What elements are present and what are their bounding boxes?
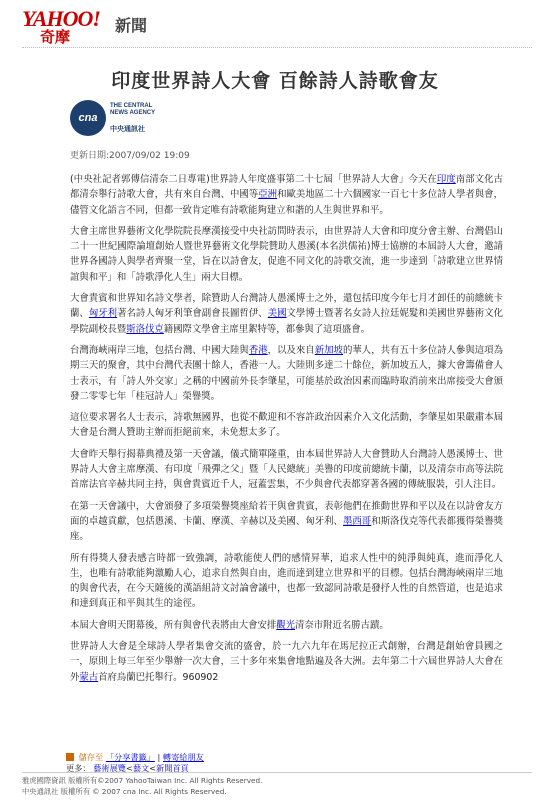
footer-links: [66, 752, 204, 774]
article-paragraph: [70, 172, 503, 218]
more-prefix: 更多：: [66, 763, 91, 773]
more-link-news-home[interactable]: 新聞首頁: [156, 763, 189, 773]
article-paragraph: [70, 224, 503, 285]
paragraph-text: 南部文化古都清奈舉行詩歌大會，共有來自台灣、中國等: [70, 174, 503, 201]
inline-keyword-link[interactable]: 蒙古: [79, 671, 99, 683]
paragraph-text: 籍國際文學會主席里絮特等，都參與了這項盛會。: [163, 323, 371, 335]
article-body: [70, 172, 503, 691]
paragraph-text: 台灣海峽兩岸三地，包括台灣、中國大陸與: [70, 344, 249, 356]
inline-keyword-link[interactable]: 墨西哥: [342, 515, 372, 527]
save-share-row: [66, 752, 204, 763]
more-link-art-exhibition[interactable]: 藝術展覽: [93, 763, 126, 773]
yahoo-kimo-logo[interactable]: [22, 6, 148, 46]
paragraph-text: 和斯洛伐克等代表都獲得榮譽獎座。: [70, 515, 503, 543]
more-links-row: 更多： 藝術展覽<藝文<新聞首頁: [66, 763, 189, 773]
paragraph-text: ，以及來自: [267, 344, 315, 356]
paragraph-text: 著名詩人匈牙利筆會副會長圖哲伊、: [117, 308, 268, 320]
inline-keyword-link[interactable]: 觀光: [276, 619, 296, 631]
news-section-label: 新聞: [115, 16, 148, 35]
article-paragraph: [70, 639, 503, 685]
copyright-cna: 中央通訊社 版權所有 © 2007 cna Inc. All Rights Reserved.: [22, 787, 227, 796]
article-paragraph: [70, 499, 503, 545]
cna-line2: NEWS AGENCY: [110, 110, 156, 116]
bookmark-icon: [66, 753, 74, 761]
save-prefix: 儲存至: [78, 752, 104, 762]
article-paragraph: [70, 410, 503, 441]
copyright-yahoo: 雅虎國際資訊 版權所有©2007 YahooTaiwan Inc. All Rights Reserved.: [22, 776, 263, 785]
inline-keyword-link[interactable]: 美國: [267, 308, 287, 320]
forward-to-friend-link[interactable]: 轉寄給朋友: [162, 752, 204, 762]
cna-mark: cna: [70, 100, 106, 136]
inline-keyword-link[interactable]: 新加坡: [314, 344, 343, 356]
paragraph-text: 這位要求署名人士表示，詩歌無國界，也從不歡迎和不容許政治因素介入文化活動，李肇星如果嚴肅本屆大會是台灣人贊助主辦而拒絕前來，未免想太多了。: [70, 412, 503, 439]
paragraph-text: 大會主席世界藝術文化學院院長摩漢接受中央社訪問時表示，由世界詩人大會和印度分會主辦、台灣倡山二十一世紀國際論壇創始人暨世界藝術文化學院贊助人愚溪(本名洪儒祐)博士協辦的本屆詩人大會，邀請世界各國詩人與學者齊聚一堂，旨在以詩會友，促進不同文化的詩歌交流，進一步達到「詩歌建立世界情誼與和平」和「詩歌淨化人生」兩大目標。: [70, 225, 503, 283]
paragraph-text: 所有得獎人發表感言時都一致強調，詩歌能使人們的感情昇華，追求人性中的純淨與純真，進而淨化人生，也唯有詩歌能夠激勵人心，追求自然與自由，進而達到建立世界和平的目標。包括台灣海峽兩岸三地的與會代表，在今天隨後的漢語組詩文討論會議中，也都一致認同詩歌是發抒人性的自然管道，也是追求和達到真正和平與其生的途徑。: [70, 552, 503, 610]
cna-line1: THE CENTRAL: [110, 103, 153, 109]
paragraph-text: 文學博士暨著名女詩人拉廷妮髮和美國世界藝術文化學院副校長暨: [70, 308, 503, 335]
article-paragraph: [70, 291, 503, 337]
article-paragraph: [70, 618, 503, 633]
inline-keyword-link[interactable]: 斯洛伐克: [126, 323, 164, 335]
paragraph-text: 本屆大會明天閉幕後，所有與會代表將由大會安排: [70, 619, 277, 631]
paragraph-text: 清奈市附近名勝古蹟。: [295, 619, 389, 631]
paragraph-text: 世界詩人大會是全球詩人學者集會交流的盛會，於一九六九年在馬尼拉正式創辦，台灣是創始會員國之一，原則上每三年至少舉辦一次大會，三十多年來集會地點遍及各大洲。去年第二十六屆世界詩人大會在外: [70, 641, 503, 683]
link-separator: |: [157, 752, 161, 762]
yahoo-logo-text: YAHOO!: [22, 6, 100, 31]
cna-source-logo: [70, 100, 180, 136]
updated-date: 更新日期:2007/09/02 19:09: [70, 151, 190, 161]
cna-chinese-name: 中央通訊社: [110, 125, 145, 133]
paragraph-text: 大會貴賓和世界知名詩文學者，除贊助人台灣詩人愚溪博士之外，還包括印度今年七月才卸任的前總統卡蘭、: [70, 293, 503, 320]
inline-keyword-link[interactable]: 印度: [436, 174, 456, 185]
site-header: [22, 6, 532, 46]
paragraph-text: 和歐美地區二十六個國家一百七十多位詩人學者與會，儘管文化語言不同，但都一致肯定唯有詩歌能夠建立和諧的人生與世界和平。: [70, 189, 503, 216]
header-divider: [22, 47, 532, 48]
paragraph-text: 在第一天會議中，大會頒發了多項榮譽獎座給若干與會貴賓，表彰他們在推動世界和平以及在以詩會友方面的卓越貢獻，包括愚溪、卡蘭、摩漢、辛赫以及美國、匈牙利、: [70, 500, 503, 527]
kimo-logo-text: 奇摩: [40, 28, 71, 46]
paragraph-text: 的華人，共有五十多位詩人參與這項為期三天的聚會，其中台灣代表團十餘人，香港一人。大陸則多達二十餘位，新加坡五人，據大會籌備會人士表示，有「詩人外交家」之稱的中國前外長李肇星，可能基於政治因素而臨時取消前來出席接受大會頒發二零零七年「桂冠詩人」榮譽獎。: [70, 344, 503, 402]
paragraph-text: (中央社記者郭傳信清奈二日專電)世界詩人年度盛事第二十七屆「世界詩人大會」今天在: [70, 174, 437, 185]
paragraph-text: 大會昨天舉行揭幕典禮及第一天會議，儀式簡單隆重，由本屆世界詩人大會贊助人台灣詩人愚溪博士、世界詩人大會主席摩漢、有印度「飛彈之父」暨「人民總統」美譽的印度前總統卡蘭，以及清奈市高等法院首席法官辛赫共同主持，與會貴賓近千人，冠蓋雲集，不少與會代表都穿著各國的傳統服裝，引人注目。: [70, 448, 503, 491]
copyright: [22, 772, 532, 797]
paragraph-text: 首府烏蘭巴托舉行。960902: [98, 671, 219, 683]
more-link-arts[interactable]: 藝文: [132, 763, 150, 773]
share-bookmark-link[interactable]: 「分享書籤」: [105, 752, 155, 762]
article-paragraph: [70, 343, 503, 404]
article-title: 印度世界詩人大會 百餘詩人詩歌會友: [111, 70, 439, 92]
article-paragraph: [70, 447, 503, 493]
article-paragraph: [70, 551, 503, 612]
inline-keyword-link[interactable]: 香港: [248, 344, 268, 356]
inline-keyword-link[interactable]: 匈牙利: [88, 308, 118, 320]
inline-keyword-link[interactable]: 亞洲: [258, 189, 278, 201]
